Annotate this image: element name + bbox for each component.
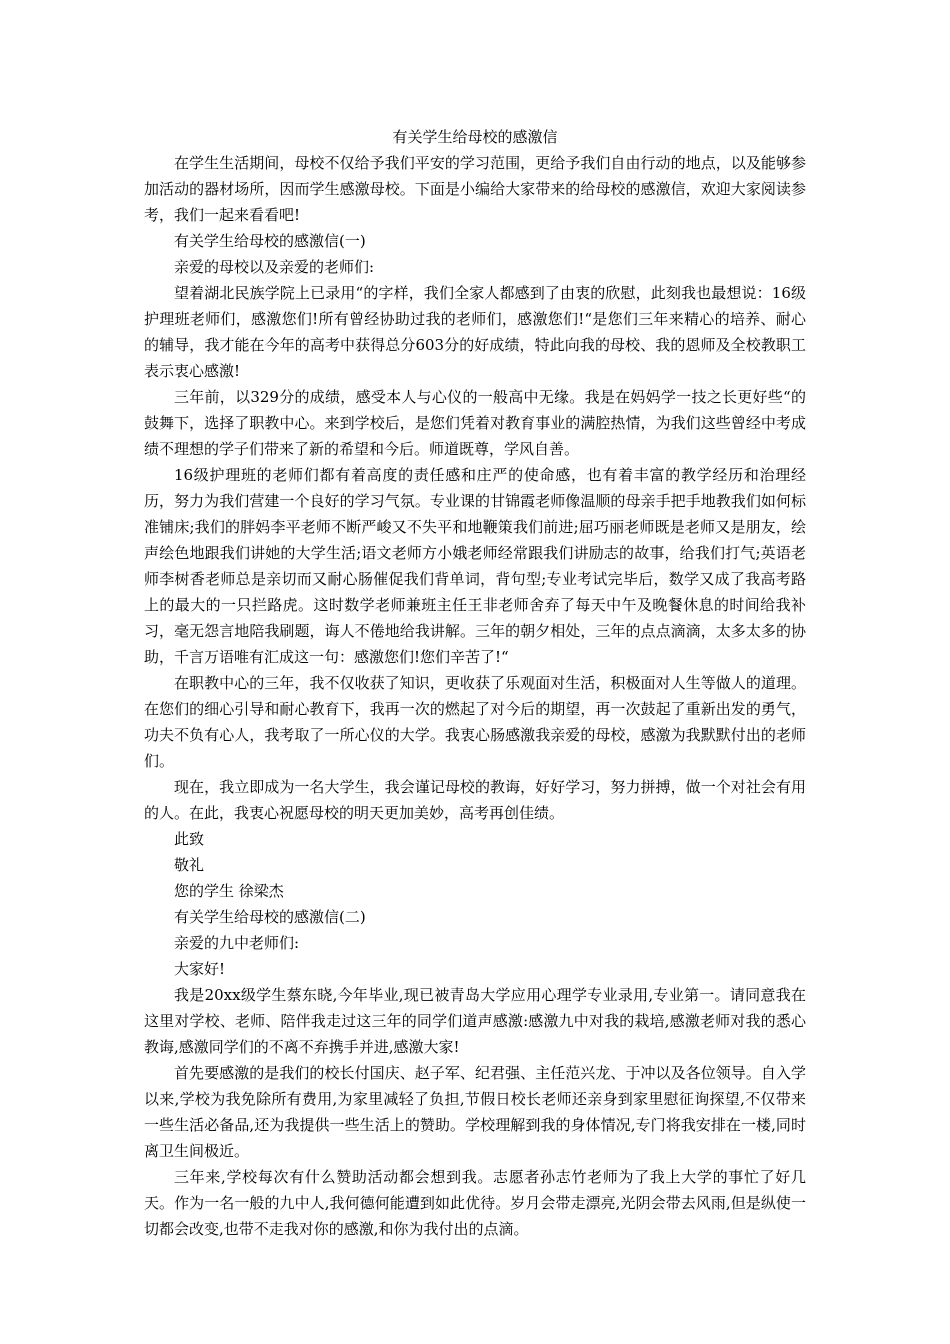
letter-1-closing: 敬礼 xyxy=(174,856,205,874)
letter-2-paragraph: 我是20xx级学生蔡东晓,今年毕业,现已被青岛大学应用心理学专业录用,专业第一。请同意我在这里对学校、老师、陪伴我走过这三年的同学们道声感激:感激九中对我的栽培,感激老师对我的悉心教诲,感激同学们的不离不弃携手并进,感激大家! xyxy=(144,986,806,1056)
document-page xyxy=(144,124,806,1242)
letter-1-signature: 您的学生 徐梁杰 xyxy=(174,882,284,900)
letter-1-paragraph: 16级护理班的老师们都有着高度的责任感和庄严的使命感，也有着丰富的教学经历和治理经历，努力为我们营建一个良好的学习气氛。专业课的甘锦霞老师像温顺的母亲手把手地教我们如何标准铺床;我们的胖妈李平老师不断严峻又不失平和地鞭策我们前进;屈巧丽老师既是老师又是朋友，绘声绘色地跟我们讲她的大学生活;语文老师方小娥老师经常跟我们讲励志的故事，给我们打气;英语老师李树香老师总是亲切而又耐心肠催促我们背单词，背句型;专业考试完毕后，数学又成了我高考路上的最大的一只拦路虎。这时数学老师兼班主任王非老师舍弃了每天中午及晚餐休息的时间给我补习，毫无怨言地陪我刷题，诲人不倦地给我讲解。三年的朝夕相处，三年的点点滴滴，太多太多的协助，千言万语唯有汇成这一句：感激您们!您们辛苦了!“ xyxy=(144,466,806,666)
document-title: 有关学生给母校的感激信 xyxy=(392,128,558,146)
letter-2-greeting: 大家好! xyxy=(174,960,226,978)
letter-1-heading: 有关学生给母校的感激信(一) xyxy=(174,232,366,250)
letter-1-closing: 此致 xyxy=(174,830,205,848)
letter-2-paragraph: 首先要感激的是我们的校长付国庆、赵子军、纪君强、主任范兴龙、于冲以及各位领导。自入学以来,学校为我免除所有费用,为家里减轻了负担,节假日校长老师还亲身到家里慰征询探望,不仅带来一些生活必备品,还为我提供一些生活上的赞助。学校理解到我的身体情况,专门将我安排在一楼,同时离卫生间极近。 xyxy=(144,1064,806,1160)
letter-2-heading: 有关学生给母校的感激信(二) xyxy=(174,908,366,926)
letter-2-paragraph: 三年来,学校每次有什么赞助活动都会想到我。志愿者孙志竹老师为了我上大学的事忙了好几天。作为一名一般的九中人,我何德何能遭到如此优待。岁月会带走漂亮,光阴会带去风雨,但是纵使一切都会改变,也带不走我对你的感激,和你为我付出的点滴。 xyxy=(144,1168,806,1238)
letter-1-paragraph: 在职教中心的三年，我不仅收获了知识，更收获了乐观面对生活，积极面对人生等做人的道理。在您们的细心引导和耐心教育下，我再一次的燃起了对今后的期望，再一次鼓起了重新出发的勇气，功夫不负有心人，我考取了一所心仪的大学。我衷心肠感激我亲爱的母校，感激为我默默付出的老师们。 xyxy=(144,674,806,770)
letter-1-paragraph: 现在，我立即成为一名大学生，我会谨记母校的教诲，好好学习，努力拼搏，做一个对社会有用的人。在此，我衷心祝愿母校的明天更加美妙，高考再创佳绩。 xyxy=(144,778,806,822)
intro-paragraph: 在学生生活期间，母校不仅给予我们平安的学习范围，更给予我们自由行动的地点，以及能够参加活动的器材场所，因而学生感激母校。下面是小编给大家带来的给母校的感激信，欢迎大家阅读参考，我们一起来看看吧! xyxy=(144,154,806,224)
letter-1-salutation: 亲爱的母校以及亲爱的老师们: xyxy=(174,258,375,276)
letter-1-paragraph: 望着湖北民族学院上已录用“的字样，我们全家人都感到了由衷的欣慰，此刻我也最想说：16级护理班老师们，感激您们!所有曾经协助过我的老师们，感激您们!“是您们三年来精心的培养、耐心的辅导，我才能在今年的高考中获得总分603分的好成绩，特此向我的母校、我的恩师及全校教职工表示衷心感激! xyxy=(144,284,806,380)
letter-2-salutation: 亲爱的九中老师们: xyxy=(174,934,300,952)
letter-1-paragraph: 三年前，以329分的成绩，感受本人与心仪的一般高中无缘。我是在妈妈学一技之长更好些“的鼓舞下，选择了职教中心。来到学校后，是您们凭着对教育事业的满腔热情，为我们这些曾经中考成绩不理想的学子们带来了新的希望和今后。师道既尊，学风自善。 xyxy=(144,388,806,458)
